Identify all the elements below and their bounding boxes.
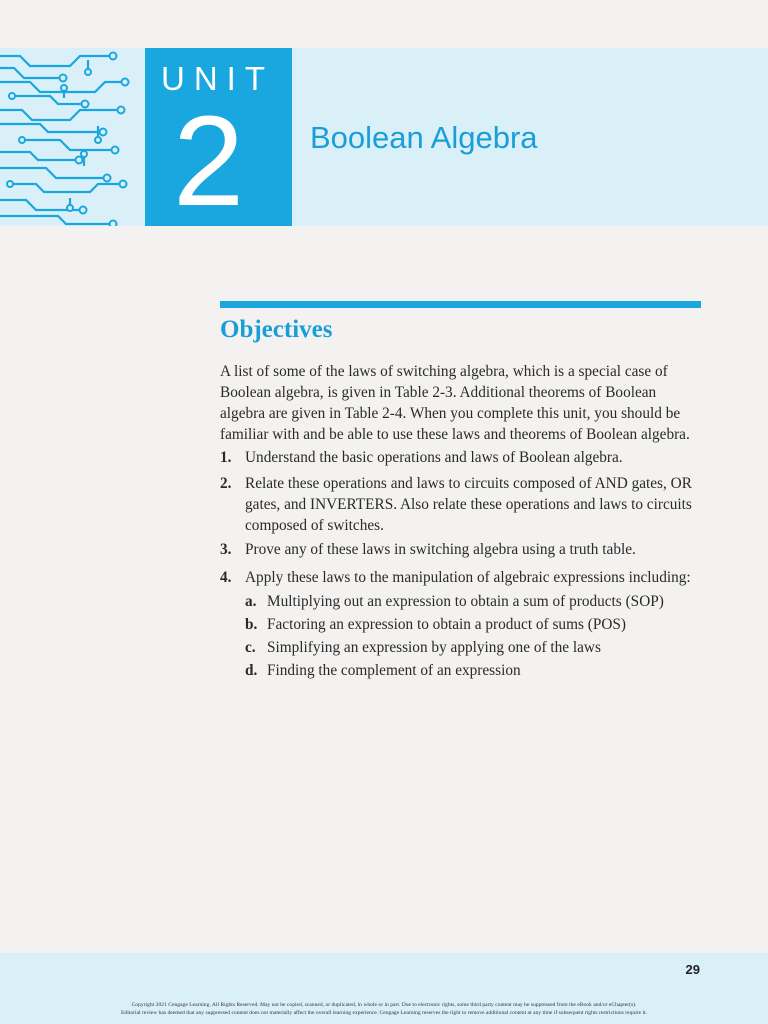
page-number: 29 bbox=[685, 962, 700, 977]
subitem-letter: a. bbox=[245, 593, 257, 610]
objective-text: Relate these operations and laws to circuits composed of AND gates, OR gates, and INVERTERS. Also relate these operations and laws to circuits composed of switches. bbox=[245, 475, 692, 534]
objectives-heading: Objectives bbox=[220, 316, 333, 343]
subitem-letter: d. bbox=[245, 662, 258, 679]
subitem-text: Simplifying an expression by applying one of the laws bbox=[267, 639, 601, 656]
objective-number: 3. bbox=[220, 541, 232, 558]
subitem-text: Factoring an expression to obtain a product of sums (POS) bbox=[267, 616, 626, 633]
objective-text: Understand the basic operations and laws of Boolean algebra. bbox=[245, 449, 623, 466]
subitem-text: Multiplying out an expression to obtain a sum of products (SOP) bbox=[267, 593, 664, 610]
objective-number: 2. bbox=[220, 475, 232, 492]
objectives-intro: A list of some of the laws of switching algebra, which is a special case of Boolean algebra, is given in Table 2-3. Additional theorems of Boolean algebra are given in Table 2-4. When you complete this unit, you should be familiar with and be able to use these laws and theorems of Boolean algebra. bbox=[220, 363, 690, 443]
objective-number: 4. bbox=[220, 569, 232, 586]
subitem-letter: b. bbox=[245, 616, 258, 633]
section-rule bbox=[220, 301, 701, 308]
unit-block bbox=[145, 48, 292, 233]
unit-number: 2 bbox=[173, 90, 245, 233]
objective-item-3 bbox=[220, 539, 702, 560]
unit-title: Boolean Algebra bbox=[310, 120, 538, 155]
objective-text: Apply these laws to the manipulation of algebraic expressions including: bbox=[245, 569, 691, 586]
objective-item-2 bbox=[220, 473, 702, 536]
objective-subitem-b bbox=[245, 614, 702, 635]
objective-subitem-c bbox=[245, 637, 702, 658]
subitem-letter: c. bbox=[245, 639, 256, 656]
copyright-notice bbox=[40, 1001, 728, 1017]
objective-item-4 bbox=[220, 567, 702, 588]
unit-label: UNIT bbox=[161, 60, 274, 97]
circuit-board-icon bbox=[0, 48, 130, 226]
objective-number: 1. bbox=[220, 449, 232, 466]
objective-text: Prove any of these laws in switching algebra using a truth table. bbox=[245, 541, 636, 558]
objective-item-1 bbox=[220, 447, 702, 468]
objective-subitem-d bbox=[245, 660, 702, 681]
objective-subitem-a bbox=[245, 591, 702, 612]
copyright-line-1: Copyright 2021 Cengage Learning. All Rights Reserved. May not be copied, scanned, or duplicated, in whole or in part. Due to electronic rights, some third party content may be suppressed from the eBook and/or eChapter(s). bbox=[131, 1002, 637, 1008]
subitem-text: Finding the complement of an expression bbox=[267, 662, 521, 679]
copyright-line-2: Editorial review has deemed that any suppressed content does not materially affect the overall learning experience. Cengage Learning reserves the right to remove additional content at any time if subsequent rights restrictions require it. bbox=[121, 1010, 647, 1016]
